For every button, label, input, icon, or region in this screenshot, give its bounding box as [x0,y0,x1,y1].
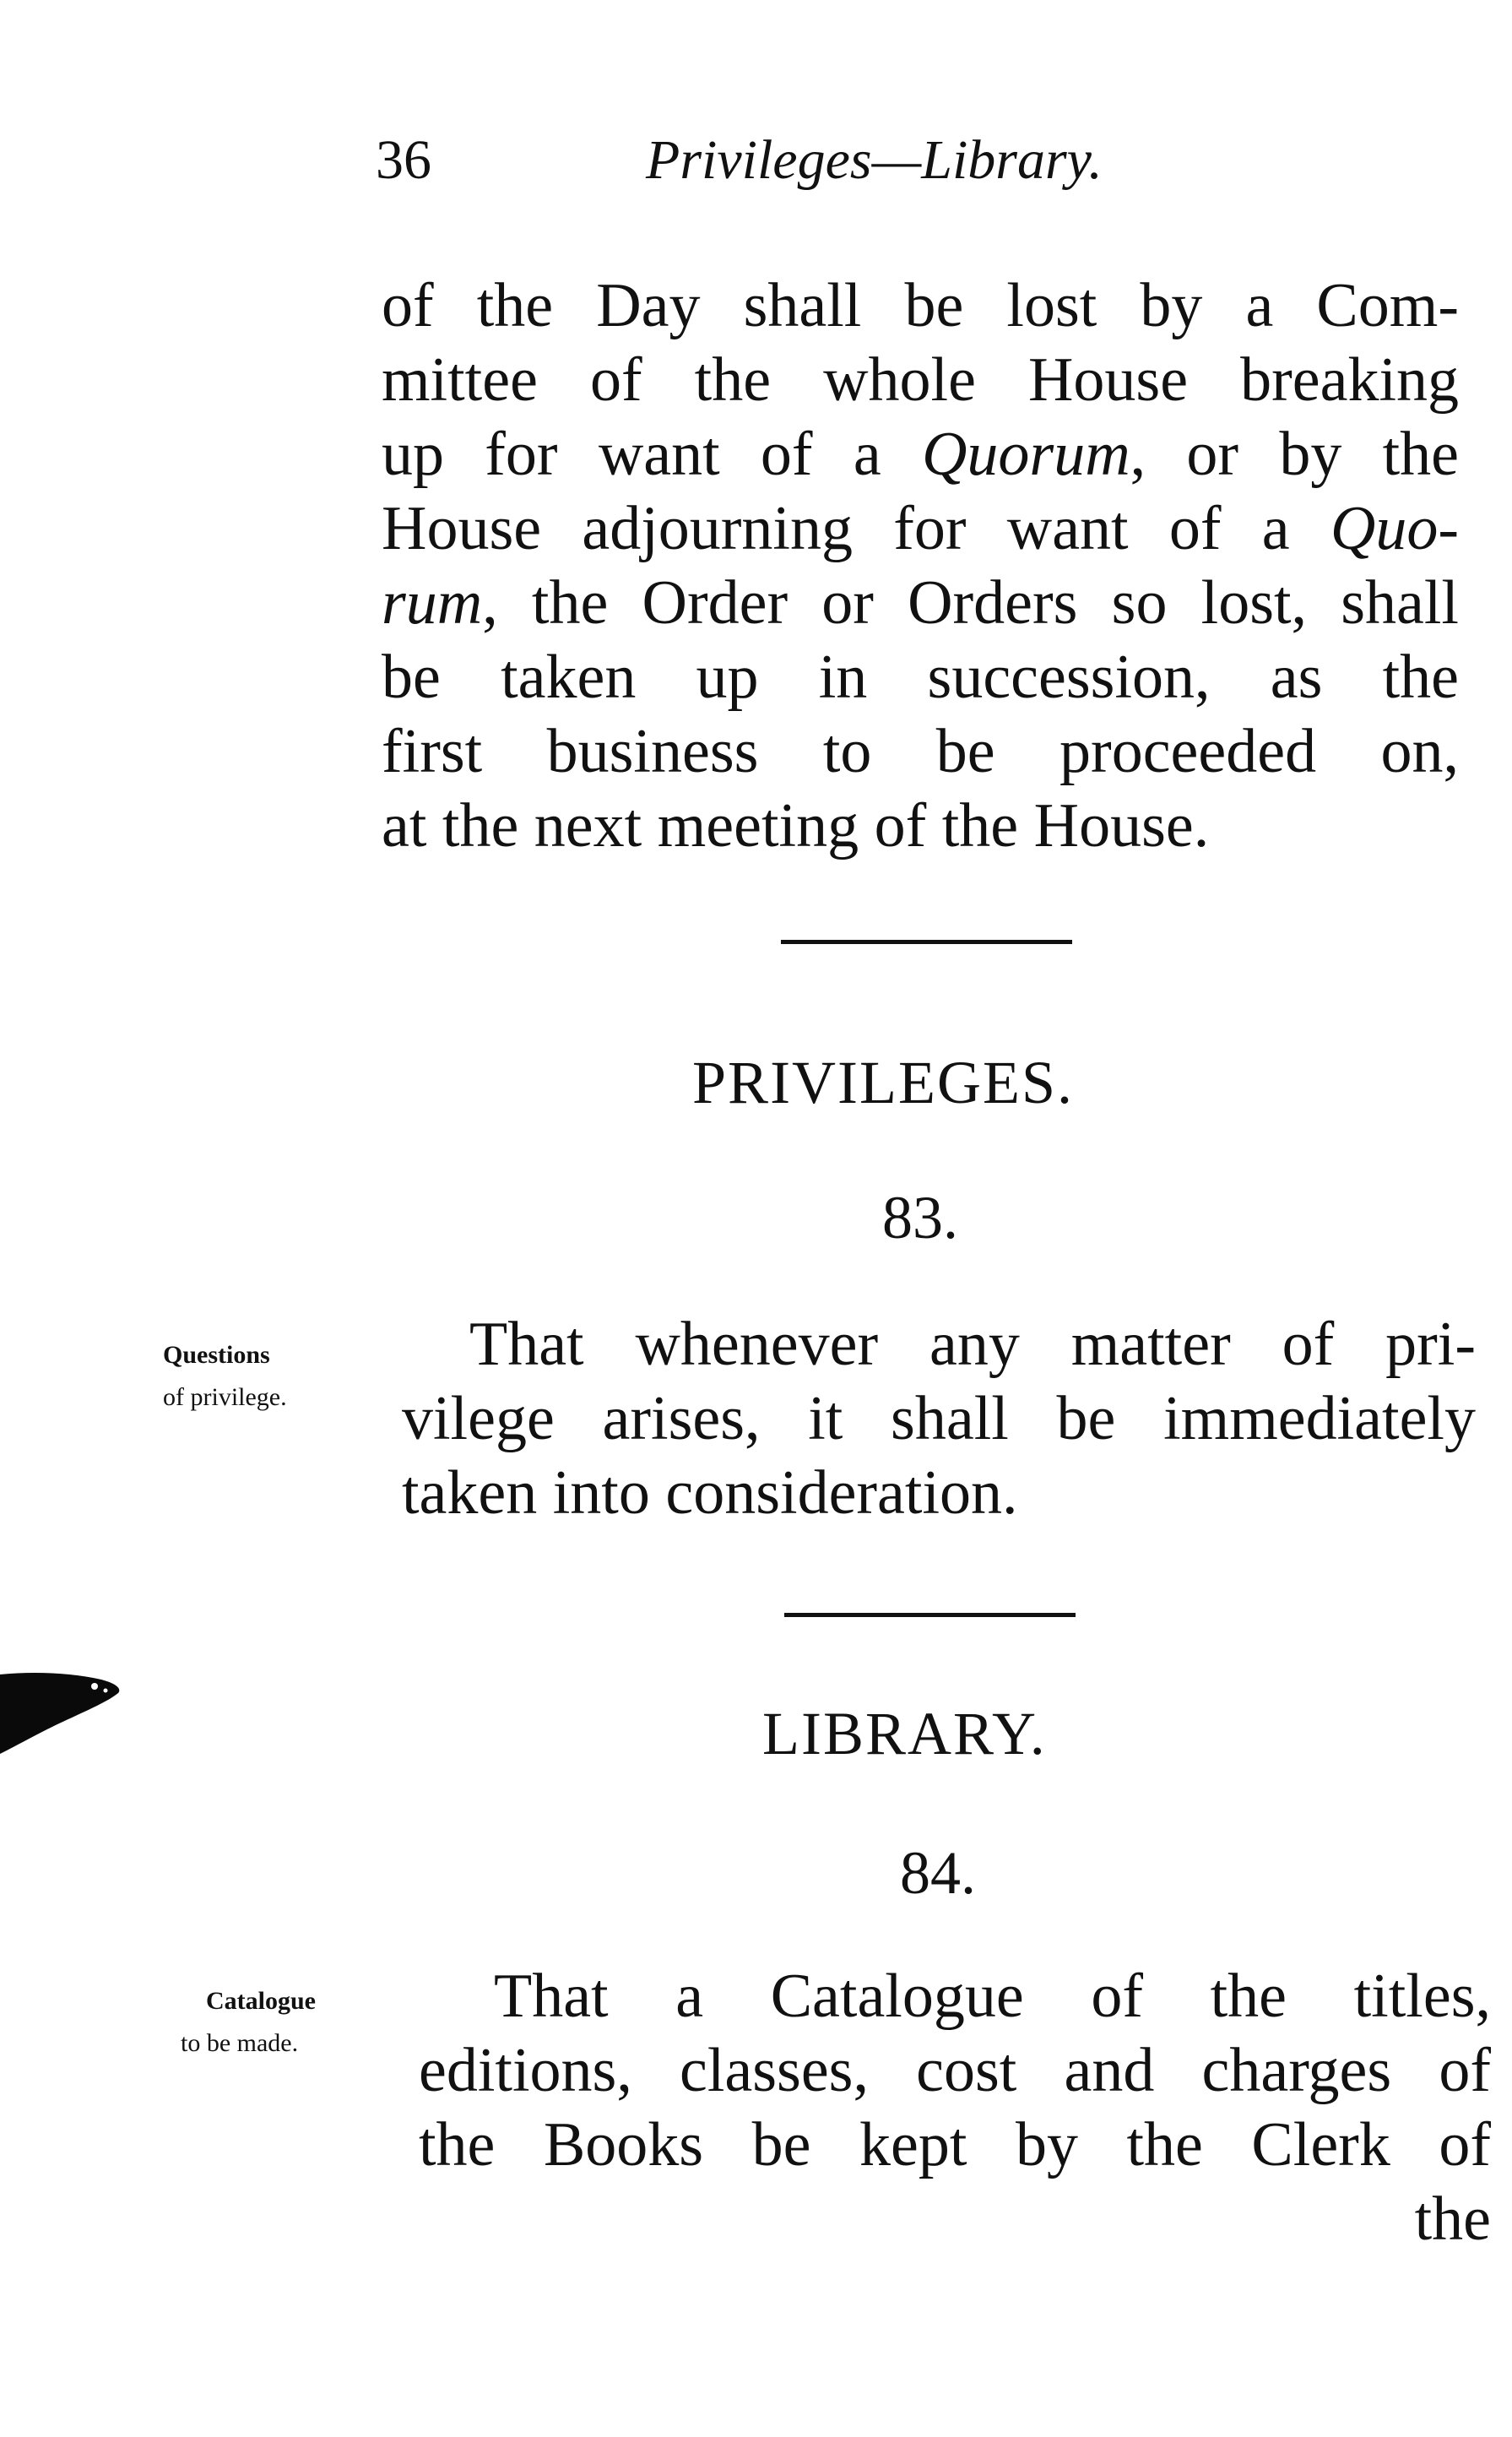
text-line: taken into consideration. [402,1458,1018,1528]
text-line: up for want of a Quorum, or by the [382,420,1460,489]
text-line: mittee of the whole House breaking [382,345,1459,415]
text-line: rum, the Order or Orders so lost, shall [382,568,1459,638]
section-divider [781,940,1072,944]
running-title: Privileges—Library. [646,129,1103,191]
text-line: vilege arises, it shall be immediately [402,1384,1476,1453]
rule-number-84: 84. [900,1839,976,1907]
margin-note: to be made. [181,2029,299,2057]
text-line: be taken up in succession, as the [382,643,1459,712]
rule-number-83: 83. [882,1184,958,1251]
text-line: of the Day shall be lost by a Com- [382,271,1459,340]
text-line: editions, classes, cost and charges of [419,2036,1491,2105]
margin-note: Questions [163,1341,270,1369]
section-heading-library: LIBRARY. [762,1700,1047,1767]
text-line: at the next meeting of the House. [382,791,1210,860]
catchword: the [1414,2185,1491,2254]
text-line: That whenever any matter of pri- [469,1310,1476,1379]
text-line: House adjourning for want of a Quo- [382,494,1459,563]
running-header [376,118,1220,203]
section-heading-privileges: PRIVILEGES. [692,1049,1074,1116]
text-line: That a Catalogue of the titles, [494,1962,1491,2031]
page-number: 36 [376,129,431,191]
margin-note: of privilege. [163,1383,287,1411]
text-line: the Books be kept by the Clerk of [419,2110,1491,2179]
section-divider [784,1613,1076,1617]
ink-blot-icon [0,1668,127,1761]
text-line: first business to be proceeded on, [382,717,1459,786]
margin-note: Catalogue [206,1987,316,2015]
